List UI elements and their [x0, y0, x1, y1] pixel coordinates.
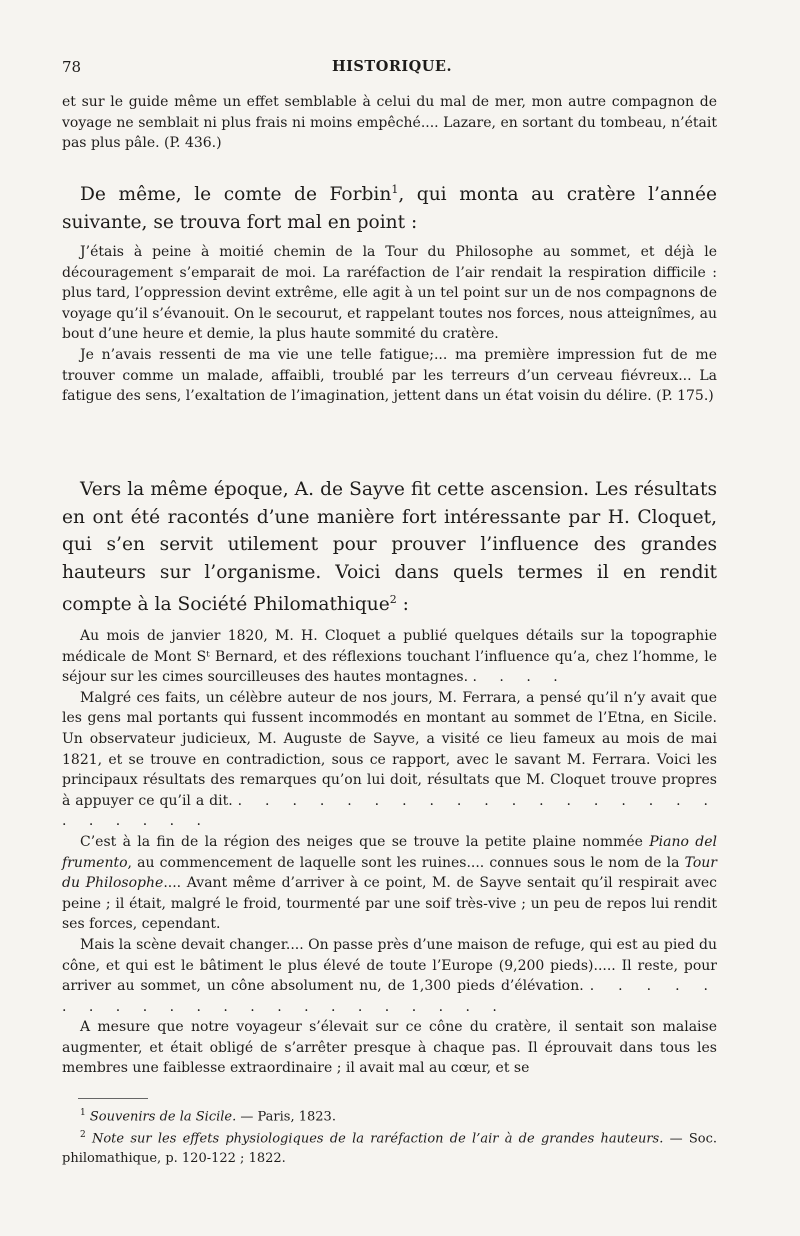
footnotes: [62, 1104, 717, 1168]
quote-text: .... Avant même d’arriver à ce point, M. de Sayve sentait qu’il respirait avec peine ; il était, malgré le froid, tourmenté par une soif très-vive ; un peu de repos lui rendit ses forces, cependant.: [62, 875, 717, 933]
italic-place-name: Tour du Philosophe: [62, 854, 717, 892]
footnote-ref-2: 2: [389, 593, 397, 606]
quote-text: , au commencement de laquelle sont les ruines.... connues sous le nom de la: [127, 854, 685, 871]
ellipsis-dots: . . . .: [472, 669, 567, 686]
quotation-1: [62, 242, 717, 407]
quote-paragraph: Je n’avais ressenti de ma vie une telle fatigue;... ma première impression fut de me trouver comme un malade, affaibli, troublé par les terreurs d’un cerveau fiévreux... La fatigue des sens, l’exaltation de l’imagination, jettent dans un état voisin du délire. (P. 175.): [62, 346, 717, 405]
footnote-rule: [78, 1098, 148, 1099]
ellipsis-dots: . . . . . . . . . . . . . . . . . . . . . .: [62, 978, 718, 1015]
page-number: 78: [62, 58, 82, 76]
quote-text: Mais la scène devait changer.... On passe près d’une maison de refuge, qui est au pied du cône, et qui est le bâtiment le plus élevé de toute l’Europe (9,200 pieds)..... Il reste, pour arriver au sommet, un cône absolument nu, de 1,300 pieds d’élévation.: [62, 936, 717, 995]
ellipsis-dots: . . . . . . . . . . . . . . . . . . . . . . . .: [62, 792, 717, 830]
continued-paragraph: et sur le guide même un effet semblable à celui du mal de mer, mon autre compagnon de voyage ne semblait ni plus frais ni moins empêché.... Lazare, en sortant du tombeau, n’était pas plus pâle. (P. 436.): [62, 94, 717, 152]
footnote-2: $^2$ Note sur les effets physiologiques de la raréfaction de l’air à de grandes hauteurs. — Soc. philomathique, p. 120-122 ; 1822.: [62, 1130, 717, 1166]
quote-text: Au mois de janvier 1820, M. H. Cloquet a publié quelques détails sur la topographie médicale de Mont Sᵗ Bernard, et des réflexions touchant l’influence qu’a, chez l’homme, le séjour sur les cimes sourcilleuses des hautes montagnes.: [62, 628, 717, 686]
continued-quote: [62, 92, 717, 154]
page-header: [62, 58, 722, 84]
footnote-1: $^1$ Souvenirs de la Sicile. — Paris, 1823.: [80, 1108, 336, 1125]
body-text: , qui monta au cratère l’année suivante, se trouva fort mal en point :: [62, 184, 717, 233]
body-text: :: [396, 594, 409, 616]
quote-paragraph: A mesure que notre voyageur s’élevait sur ce cône du cratère, il sentait son malaise augmenter, et était obligé de s’arrêter presque à chaque pas. Il éprouvait dans tous les membres une faiblesse extraordinaire ; il avait mal au cœur, et se: [62, 1019, 717, 1077]
quote-text: C’est à la fin de la région des neiges que se trouve la petite plaine nommée: [80, 833, 650, 850]
quote-paragraph: J’étais à peine à moitié chemin de la Tour du Philosophe au sommet, et déjà le découragement s’emparait de moi. La raréfaction de l’air rendait la respiration difficile : plus tard, l’oppression devint extrême, elle agit à un tel point sur un de nos compagnons de voyage qu’il s’évanouit. On le secourut, et rappelant toutes nos forces, nous atteignîmes, au bout d’une heure et demie, la plus haute sommité du cratère.: [62, 244, 717, 343]
footnote-ref-1: 1: [391, 183, 399, 196]
quotation-2: [62, 626, 717, 1079]
italic-place-name: Piano del frumento: [62, 833, 717, 871]
body-text: Vers la même époque, A. de Sayve fit cette ascension. Les résultats en ont été racontés d’une manière fort intéressante par H. Cloquet, qui s’en servit utilement pour prouver l’influence des grandes hauteurs sur l’organisme. Voici dans quels termes il en rendit compte à la Société Philomathique: [62, 479, 717, 616]
running-title: HISTORIQUE.: [331, 58, 453, 75]
quote-text: Malgré ces faits, un célèbre auteur de nos jours, M. Ferrara, a pensé qu’il n’y avait que les gens mal portants qui fussent incommodés en montant au sommet de l’Etna, en Sicile. Un observateur judicieux, M. Auguste de Sayve, a visité ce lieu fameux au mois de mai 1821, et se trouve en contradiction, sous ce rapport, avec le savant M. Ferrara. Voici les principaux résultats des remarques qu’on lui doit, résultats que M. Cloquet trouve propres à appuyer ce qu’il a dit.: [62, 689, 717, 809]
body-paragraph-2: [62, 476, 717, 619]
body-paragraph-1: [62, 176, 717, 236]
body-text: De même, le comte de Forbin: [80, 184, 392, 206]
